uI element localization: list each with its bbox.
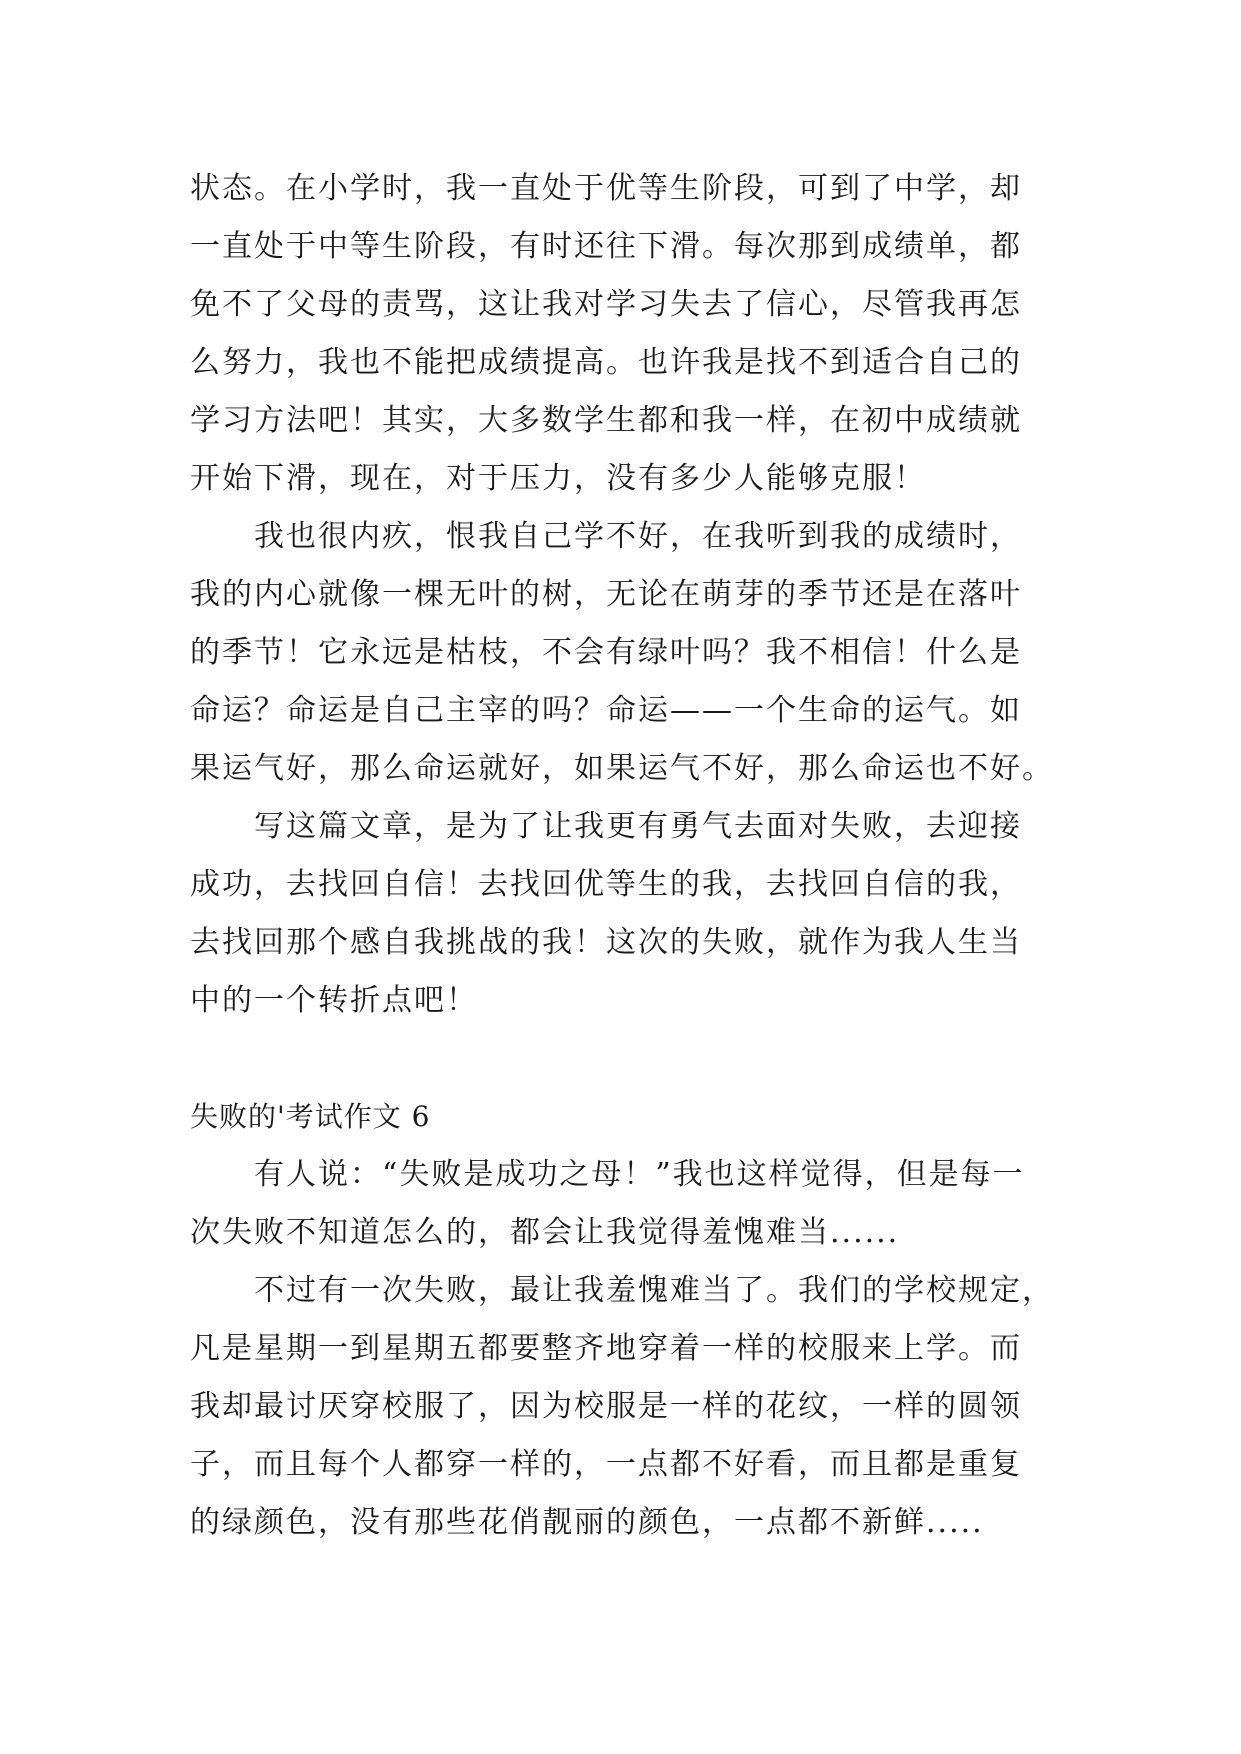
paragraph-1: [190, 160, 1050, 508]
paragraph-5: [190, 1262, 1054, 1552]
paragraph-4: [190, 1146, 1050, 1262]
text-line: 状态。在小学时，我一直处于优等生阶段，可到了中学，却: [190, 171, 1022, 206]
text-line: 成功，去找回自信！去找回优等生的我，去找回自信的我，: [190, 867, 1022, 902]
text-line: 免不了父母的责骂，这让我对学习失去了信心，尽管我再怎: [190, 287, 1022, 322]
text-line: 的绿颜色，没有那些花俏靓丽的颜色，一点都不新鲜.....: [190, 1505, 984, 1540]
text-line: 去找回那个感自我挑战的我！这次的失败，就作为我人生当: [190, 925, 1022, 960]
text-line: 么努力，我也不能把成绩提高。也许我是找不到适合自己的: [190, 345, 1022, 380]
text-line: 不过有一次失败，最让我羞愧难当了。我们的学校规定，: [254, 1273, 1054, 1308]
text-line: 写这篇文章，是为了让我更有勇气去面对失败，去迎接: [254, 809, 1022, 844]
text-line: 次失败不知道怎么的，都会让我觉得羞愧难当......: [190, 1215, 900, 1250]
text-line: 的季节！它永远是枯枝，不会有绿叶吗？我不相信！什么是: [190, 635, 1022, 670]
text-line: 学习方法吧！其实，大多数学生都和我一样，在初中成绩就: [190, 403, 1022, 438]
text-line: 一直处于中等生阶段，有时还往下滑。每次那到成绩单，都: [190, 229, 1022, 264]
text-line: 中的一个转折点吧！: [190, 983, 478, 1018]
text-line: 我的内心就像一棵无叶的树，无论在萌芽的季节还是在落叶: [190, 577, 1022, 612]
paragraph-3: [190, 798, 1050, 1030]
section-title: 失败的'考试作文 6: [190, 1100, 431, 1133]
paragraph-2: [190, 508, 1054, 798]
text-line: 有人说：“失败是成功之母！”我也这样觉得，但是每一: [254, 1157, 1025, 1192]
document-body: [190, 160, 1054, 1552]
text-line: 命运？命运是自己主宰的吗？命运——一个生命的运气。如: [190, 693, 1022, 728]
text-line: 果运气好，那么命运就好，如果运气不好，那么命运也不好。: [190, 751, 1054, 786]
blank-line: [190, 1030, 1050, 1088]
text-line: 我却最讨厌穿校服了，因为校服是一样的花纹，一样的圆领: [190, 1389, 1022, 1424]
text-line: 开始下滑，现在，对于压力，没有多少人能够克服！: [190, 461, 926, 496]
text-line: 我也很内疚，恨我自己学不好，在我听到我的成绩时，: [254, 519, 1022, 554]
text-line: 凡是星期一到星期五都要整齐地穿着一样的校服来上学。而: [190, 1331, 1022, 1366]
text-line: 子，而且每个人都穿一样的，一点都不好看，而且都是重复: [190, 1447, 1022, 1482]
